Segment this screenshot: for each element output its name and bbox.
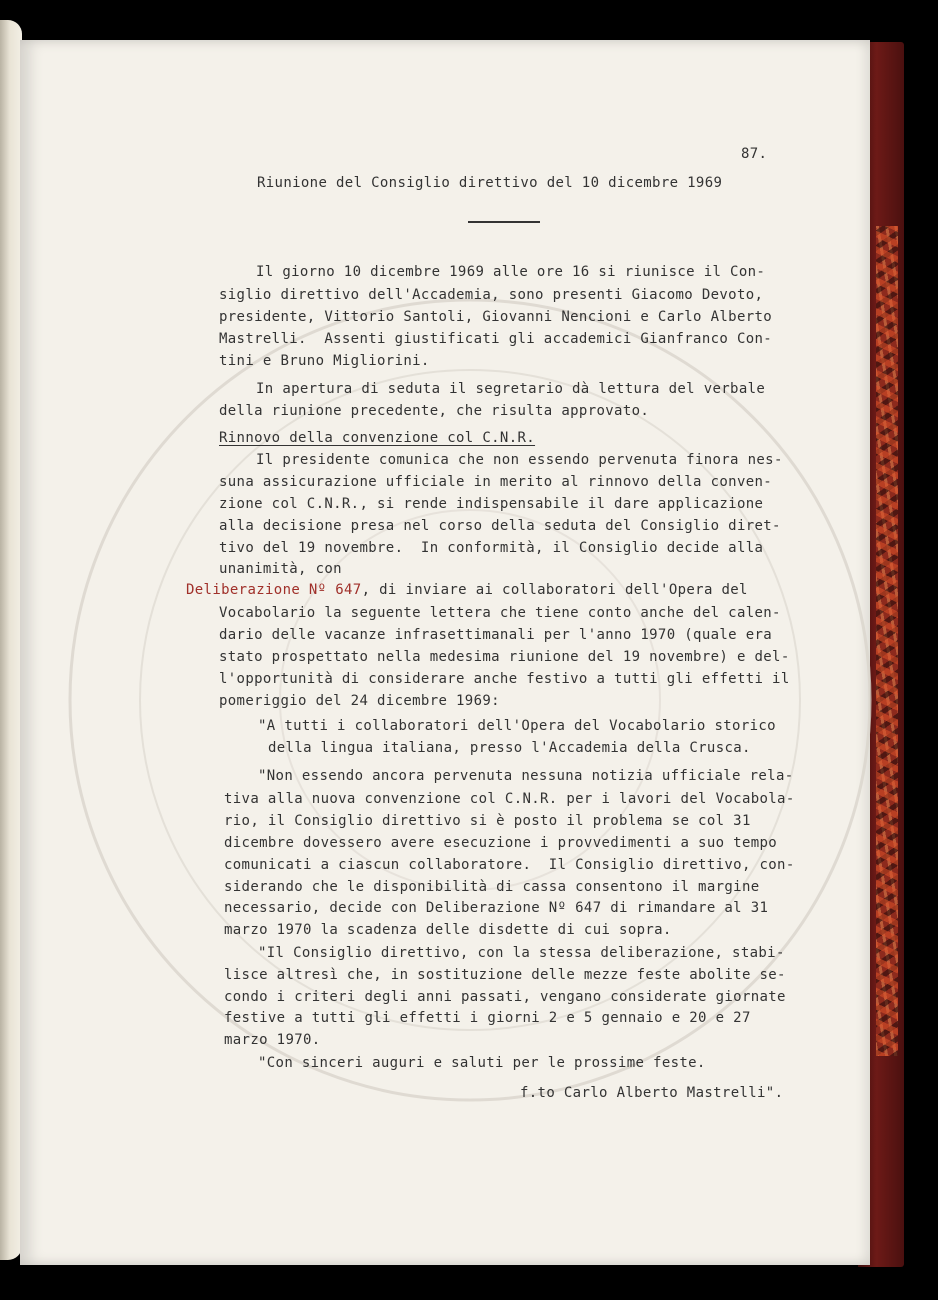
letter-para2-line-3: condo i criteri degli anni passati, vengano considerate giornate <box>224 989 786 1005</box>
para3-line-5: tivo del 19 novembre. In conformità, il Consiglio decide alla <box>219 540 764 556</box>
letter-address-line-2: della lingua italiana, presso l'Accademia della Crusca. <box>268 740 751 756</box>
signature: f.to Carlo Alberto Mastrelli". <box>520 1085 784 1101</box>
marbled-endpaper <box>876 226 898 1056</box>
para4-line-1: Vocabolario la seguente lettera che tiene conto anche del calen- <box>219 605 781 621</box>
para1-line-5: tini e Bruno Migliorini. <box>219 353 430 369</box>
deliberation-line <box>186 580 748 602</box>
para3-line-2: suna assicurazione ufficiale in merito al rinnovo della conven- <box>219 474 773 490</box>
letter-para1-line-8: marzo 1970 la scadenza delle disdette di cui sopra. <box>224 922 672 938</box>
letter-para1-line-5: comunicati a ciascun collaboratore. Il Consiglio direttivo, con- <box>224 857 795 873</box>
para4-line-3: stato prospettato nella medesima riunione del 19 novembre) e del- <box>219 649 790 665</box>
letter-para1-line-2: tiva alla nuova convenzione col C.N.R. per i lavori del Vocabola- <box>224 791 795 807</box>
para1-line-3: presidente, Vittorio Santoli, Giovanni Nencioni e Carlo Alberto <box>219 309 773 325</box>
letter-address-line-1: "A tutti i collaboratori dell'Opera del Vocabolario storico <box>258 718 776 734</box>
title-underline-rule <box>468 221 540 223</box>
letter-para2-line-4: festive a tutti gli effetti i giorni 2 e 5 gennaio e 20 e 27 <box>224 1010 751 1026</box>
page-title: Riunione del Consiglio direttivo del 10 dicembre 1969 <box>257 175 723 191</box>
para1-line-1: Il giorno 10 dicembre 1969 alle ore 16 si riunisce il Con- <box>256 264 766 280</box>
para4-line-5: pomeriggio del 24 dicembre 1969: <box>219 693 500 709</box>
letter-para1-line-4: dicembre dovessero avere esecuzione i provvedimenti a suo tempo <box>224 835 778 851</box>
letter-para2-line-5: marzo 1970. <box>224 1032 321 1048</box>
para1-line-2: siglio direttivo dell'Accademia, sono presenti Giacomo Devoto, <box>219 287 764 303</box>
para2-line-2: della riunione precedente, che risulta approvato. <box>219 403 650 419</box>
para2-line-1: In apertura di seduta il segretario dà lettura del verbale <box>256 381 766 397</box>
deliberation-line-text: , di inviare ai collaboratori dell'Opera del <box>361 582 748 598</box>
deliberation-margin-label: Deliberazione Nº 647 <box>186 582 362 598</box>
letter-para1-line-7: necessario, decide con Deliberazione Nº 647 di rimandare al 31 <box>224 900 769 916</box>
letter-para1-line-1: "Non essendo ancora pervenuta nessuna notizia ufficiale rela- <box>258 768 794 784</box>
para3-line-3: zione col C.N.R., si rende indispensabile il dare applicazione <box>219 496 764 512</box>
para4-line-4: l'opportunità di considerare anche festivo a tutti gli effetti il <box>219 671 790 687</box>
section-heading: Rinnovo della convenzione col C.N.R. <box>219 430 536 446</box>
letter-para1-line-3: rio, il Consiglio direttivo si è posto il problema se col 31 <box>224 813 751 829</box>
para3-line-1: Il presidente comunica che non essendo pervenuta finora nes- <box>256 452 783 468</box>
letter-para2-line-2: lisce altresì che, in sostituzione delle mezze feste abolite se- <box>224 967 786 983</box>
letter-para1-line-6: siderando che le disponibilità di cassa consentono il margine <box>224 879 760 895</box>
para1-line-4: Mastrelli. Assenti giustificati gli accademici Gianfranco Con- <box>219 331 773 347</box>
letter-para2-line-1: "Il Consiglio direttivo, con la stessa deliberazione, stabi- <box>258 945 785 961</box>
para4-line-2: dario delle vacanze infrasettimanali per l'anno 1970 (quale era <box>219 627 773 643</box>
left-page-edge <box>0 20 22 1260</box>
letter-closing: "Con sinceri auguri e saluti per le prossime feste. <box>258 1055 706 1071</box>
para3-line-6: unanimità, con <box>219 561 342 577</box>
para3-line-4: alla decisione presa nel corso della seduta del Consiglio diret- <box>219 518 781 534</box>
page-number: 87. <box>741 146 768 162</box>
